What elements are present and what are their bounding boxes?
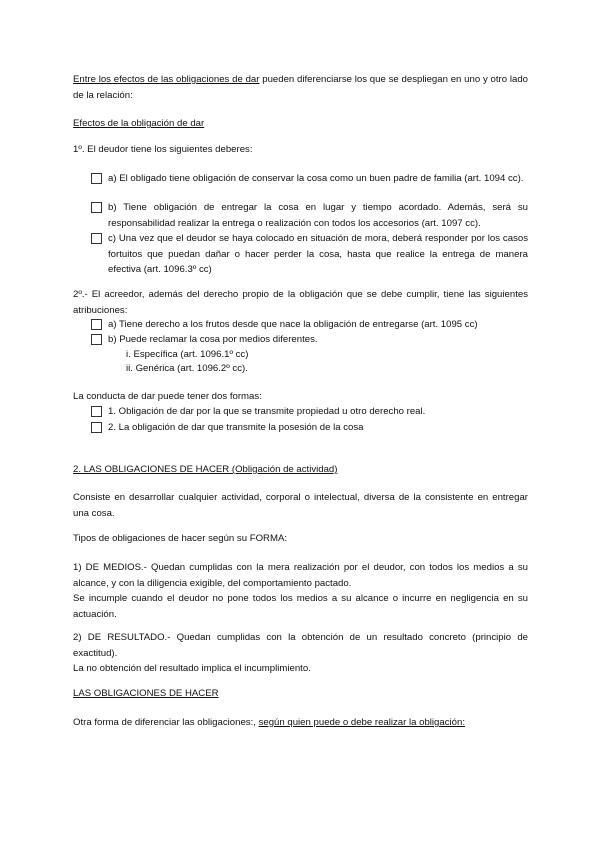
hacer-definition: Consiste en desarrollar cualquier actividad, corporal o intelectual, diversa de la consistente en entregar una cosa. (73, 492, 528, 519)
acreedor-subitem-ii: ii. Genérica (art. 1096.2º cc). (126, 363, 248, 374)
acreedor-item-a (91, 317, 528, 333)
formas-item-2-text: 2. La obligación de dar que transmite la posesión de la cosa (108, 422, 364, 433)
checkbox-icon[interactable] (91, 173, 102, 184)
deudor-item-c (91, 231, 528, 278)
resultado-line2: La no obtención del resultado implica el incumplimiento. (73, 663, 311, 674)
deudor-item-c-text: c) Una vez que el deudor se haya colocado en situación de mora, deberá responder por los casos fortuitos que puedan dañar o hacer perder la cosa, hasta que realice la entrega de manera efectiva (art. 1096.3º cc) (108, 233, 528, 275)
checkbox-icon[interactable] (91, 334, 102, 345)
resultado-paragraph (73, 630, 528, 677)
formas-item-1 (91, 404, 528, 420)
deudor-item-b (91, 200, 528, 231)
deudor-item-a (91, 171, 528, 187)
checkbox-icon[interactable] (91, 422, 102, 433)
deudor-item-a-text: a) El obligado tiene obligación de conservar la cosa como un buen padre de familia (art. 1094 cc). (108, 173, 524, 184)
medios-line2: Se incumple cuando el deudor no pone todos los medios a su alcance o incurre en negligencia en su actuación. (73, 593, 528, 620)
checkbox-icon[interactable] (91, 406, 102, 417)
deudor-lead: 1º. El deudor tiene los siguientes deberes: (73, 144, 253, 155)
medios-line1: 1) DE MEDIOS.- Quedan cumplidas con la mera realización por el deudor, con todos los medios a su alcance, y con la diligencia exigible, del comportamiento pactado. (73, 562, 528, 589)
hacer-heading: 2. LAS OBLIGACIONES DE HACER (Obligación de actividad) (73, 464, 338, 475)
checkbox-icon[interactable] (91, 233, 102, 244)
deudor-item-b-text: b) Tiene obligación de entregar la cosa en lugar y tiempo acordado. Además, será su responsabilidad realizar la entrega o realización con todos los accesorios (art. 1097 cc). (108, 202, 528, 229)
final-plain: Otra forma de diferenciar las obligaciones:, (73, 717, 259, 728)
efectos-heading: Efectos de la obligación de dar (73, 118, 205, 129)
hacer-heading-2: LAS OBLIGACIONES DE HACER (73, 688, 219, 699)
intro-paragraph (73, 72, 528, 103)
acreedor-subitem-i: i. Específica (art. 1096.1º cc) (126, 349, 249, 360)
final-underlined: según quien puede o debe realizar la obligación: (258, 717, 465, 728)
acreedor-lead: 2º.- El acreedor, además del derecho propio de la obligación que se debe cumplir, tiene las siguientes atribuciones: (73, 289, 528, 316)
tipos-lead: Tipos de obligaciones de hacer según su FORMA: (73, 533, 288, 544)
resultado-line1: 2) DE RESULTADO.- Quedan cumplidas con la obtención de un resultado concreto (principio de exactitud). (73, 632, 528, 659)
final-paragraph (73, 715, 528, 731)
formas-item-2 (91, 420, 528, 436)
formas-lead: La conducta de dar puede tener dos formas: (73, 391, 262, 402)
checkbox-icon[interactable] (91, 202, 102, 213)
acreedor-item-b-text: b) Puede reclamar la cosa por medios diferentes. (108, 334, 318, 345)
checkbox-icon[interactable] (91, 319, 102, 330)
intro-underlined: Entre los efectos de las obligaciones de dar (73, 74, 260, 85)
acreedor-item-b (91, 332, 528, 348)
acreedor-item-a-text: a) Tiene derecho a los frutos desde que nace la obligación de entregarse (art. 1095 cc) (108, 319, 478, 330)
formas-item-1-text: 1. Obligación de dar por la que se transmite propiedad u otro derecho real. (108, 406, 426, 417)
medios-paragraph (73, 560, 528, 622)
intro-rest: pueden diferenciarse los que se despliegan en uno y otro lado de la relación: (73, 74, 529, 101)
